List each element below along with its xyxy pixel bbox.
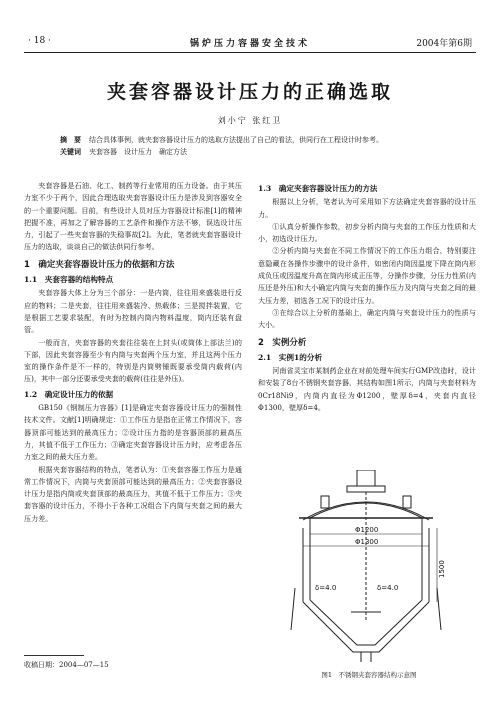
paragraph: 根据以上分析，笔者认为可采用如下方法确定夹套容器的设计压力。: [258, 197, 476, 219]
section-2-1-heading: 2.1 实例1的分析: [258, 352, 323, 362]
dim-jacket-diameter: Φ1300: [355, 538, 379, 546]
dim-inner-diameter: Φ1200: [355, 526, 379, 534]
figure-caption: 图1 不锈钢夹套容器结构示意图: [321, 671, 417, 679]
received-date: 收稿日期：2004—07—15: [24, 661, 109, 669]
paragraph: 河南省灵宝市某制药企业在对前处理车间实行GMP改造时，设计和安装了8台不锈钢夹套容器，其结构如图1所示，内筒与夹套材料为0Cr18Ni9，内筒内直径为Φ1200，壁厚δ=4，夹套内直径Φ1300，壁厚δ=4。: [258, 366, 476, 413]
footnote-rule: [24, 655, 84, 656]
section-2-heading: 2 实例分析: [258, 337, 307, 348]
section-1-3-heading: 1.3 确定夹套容器设计压力的方法: [258, 184, 378, 193]
right-column: [258, 180, 476, 414]
header-rule: [24, 52, 476, 53]
abstract-block: [60, 134, 460, 158]
keywords-label: 关键词: [60, 147, 81, 156]
issue-label: 2004年第6期: [416, 39, 472, 49]
paragraph: ②分析内筒与夹套在不同工作情况下的工作压力组合，特别要注意隐藏在各操作步骤中的设计条件，如密闭内筒因温度下降在筒内形成负压或因温度升高在筒内形成正压等，分操作步骤，分压力性质(内压还是外压)和大小确定内筒与夹套的操作压力及内筒与夹套之间的最大压力差，初选各工况下的设计压力。: [258, 246, 476, 305]
paragraph: ①认真分析操作参数，初步分析内筒与夹套的工作压力性质和大小，初选设计压力。: [258, 221, 476, 244]
left-column: [24, 180, 242, 525]
paragraph: GB150《钢制压力容器》[1]是确定夹套容器设计压力的强制性技术文件。文献[1]明确规定：①工作压力是指在正常工作情况下，容器顶部可能达到的最高压力；②设计压力指的是容器顶部的最高压力，其值不低于工作压力；③确定夹套容器设计压力时，应考虑各压力室之间的最大压力差。: [24, 403, 242, 462]
section-1-1-heading: 1.1 夹套容器的结构特点: [24, 275, 114, 285]
authors: 刘小宁 张红卫: [217, 116, 283, 125]
vessel-figure: [285, 470, 455, 665]
abstract-label: 摘 要: [60, 135, 81, 144]
dim-thickness: δ=4.0: [377, 584, 399, 592]
journal-name: 锅炉压力容器安全技术: [189, 39, 310, 49]
paragraph: 根据夹套容器结构的特点，笔者认为：①夹套容器工作压力是通常工作情况下，内筒与夹套顶部可能达到的最高压力；②夹套容器设计压力是指内筒或夹套顶部的最高压力，其值不低于工作压力；③夹套容器的设计压力，不得小于各种工况组合下内筒与夹套之间的最大压力差。: [24, 464, 242, 523]
abstract-text: 结合具体事例，就夹套容器设计压力的选取方法提出了自己的看法，供同行在工程设计时参考。: [89, 136, 383, 144]
intro-paragraph: 夹套容器是石油、化工、制药等行业常用的压力设备。由于其压力室不少于两个，因此合理选取夹套容器设计压力是涉及到容器安全的一个重要问题。目前，有些设计人员对压力容器设计标准[1]的精神把握不准，再加之了解容器的工艺条件和操作方法不够，误选设计压力，引起了一些夹套容器的失稳事故[2]。为此，笔者就夹套容器设计压力的选取，谈谈自己的做法供同行参考。: [24, 181, 242, 252]
dim-height: 1500: [438, 560, 446, 578]
running-header: [0, 36, 500, 50]
section-1-2-heading: 1.2 确定设计压力的依据: [24, 389, 114, 399]
paragraph: ③在综合以上分析的基础上，确定内筒与夹套设计压力的性质与大小。: [258, 307, 476, 330]
paragraph: 夹套容器大体上分为三个部分：一是内筒，往往用来盛装进行反应的物料；二是夹套，往往用来盛装冷、热载体；三是搅拌装置，它是根据工艺要求装配，有时为控制内筒内物料温度，筒内还装有盘管。: [24, 288, 242, 335]
keywords-text: 夹套容器 设计压力 确定方法: [89, 148, 187, 156]
section-1-heading: 1 确定夹套容器设计压力的依据和方法: [24, 259, 175, 270]
page-number: · 18 ·: [28, 36, 51, 46]
dim-thickness-inner: δ=4.0: [315, 584, 337, 592]
page-title: 夹套容器设计压力的正确选取: [106, 81, 393, 103]
paragraph: 一般而言，夹套容器的夹套往往装在上封头(或筒体上部法兰)的下部，因此夹套容器至少有内筒与夹套两个压力室，并且这两个压力室的操作条件是不一样的，特别是内筒劈锤既要承受筒内载荷(内压)，其中一部分还要承受夹套的载荷(往往是外压)。: [24, 337, 242, 384]
